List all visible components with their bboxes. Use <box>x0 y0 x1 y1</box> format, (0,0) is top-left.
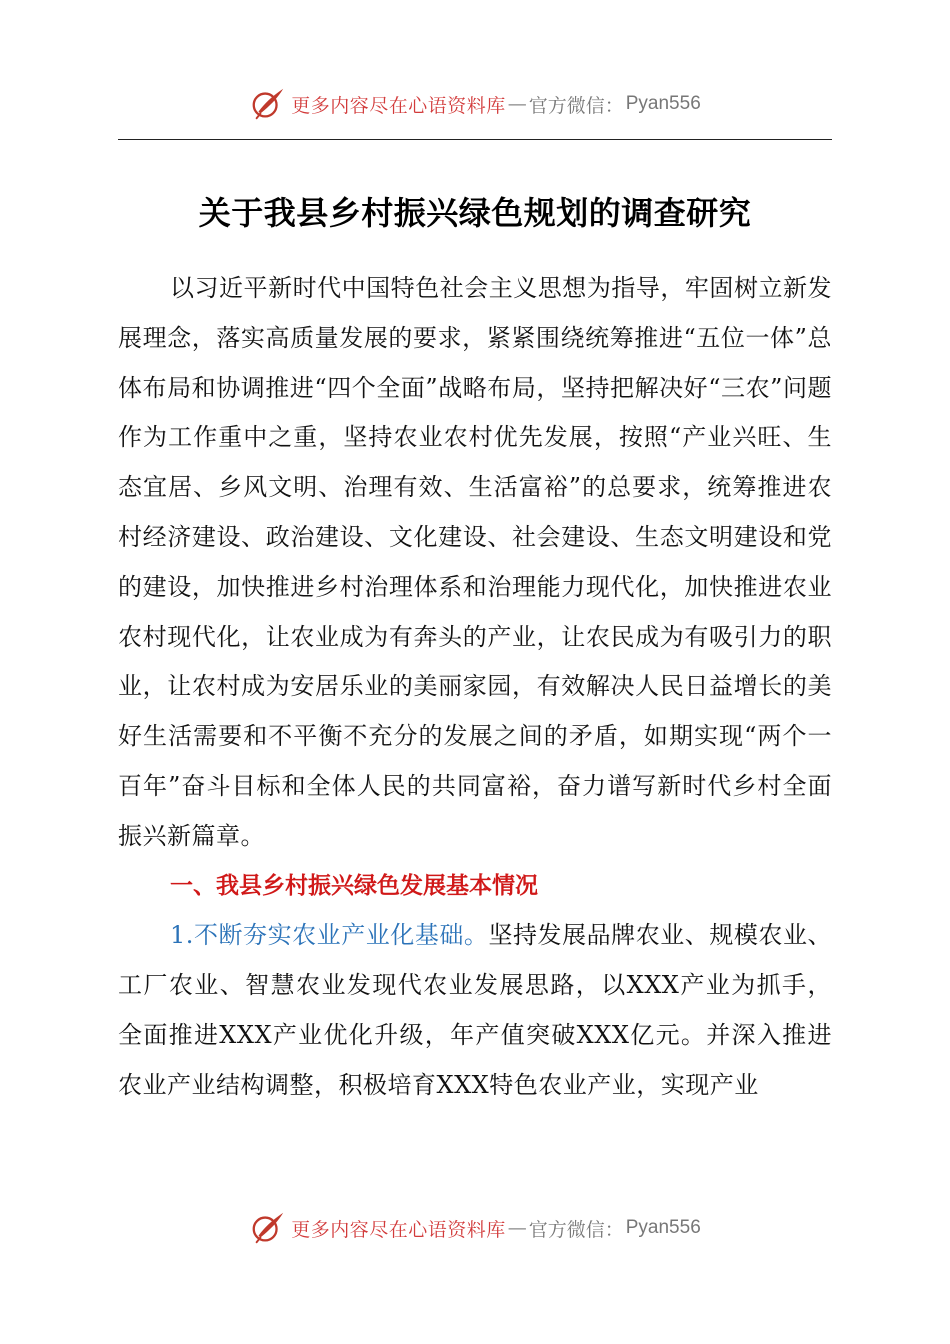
banner-text: 更多内容尽在心语资料库 <box>291 94 506 117</box>
intro-paragraph: 以习近平新时代中国特色社会主义思想为指导，牢固树立新发展理念，落实高质量发展的要求，紧紧围绕统筹推进“五位一体”总体布局和协调推进“四个全面”战略布局，坚持把解决好“三农”问题作为工作重中之重，坚持农业农村优先发展，按照“产业兴旺、生态宜居、乡风文明、治理有效、生活富裕”的总要求，统筹推进农村经济建设、政治建设、文化建设、社会建设、生态文明建设和党的建设，加快推进乡村治理体系和治理能力现代化，加快推进农业农村现代化，让农业成为有奔头的产业，让农民成为有吸引力的职业，让农村成为安居乐业的美丽家园，有效解决人民日益增长的美好生活需要和不平衡不充分的发展之间的矛盾，如期实现“两个一百年”奋斗目标和全体人民的共同富裕，奋力谱写新时代乡村全面振兴新篇章。 <box>118 274 832 850</box>
document-body <box>118 264 832 1111</box>
banner-subtext: 官方微信： <box>528 94 624 117</box>
banner-wechat-id: Pyan556 <box>625 93 701 114</box>
item-lead: 1.不断夯实农业产业化基础。 <box>170 921 489 950</box>
watermark-banner-top <box>0 82 950 126</box>
banner-subtext: 官方微信： <box>528 1218 624 1241</box>
banner-text: 更多内容尽在心语资料库 <box>291 1218 506 1241</box>
banner-dash: — <box>507 1217 527 1239</box>
header-divider <box>118 139 832 140</box>
item-paragraph <box>118 911 832 1110</box>
item-body: 坚持发展品牌农业、规模农业、工厂农业、智慧农业发现代农业发展思路，以XXX产业为抓手，全面推进XXX产业优化升级，年产值突破XXX亿元。并深入推进农业产业结构调整，积极培育XXX特色农业产业，实现产业 <box>118 921 832 1099</box>
document-title: 关于我县乡村振兴绿色规划的调查研究 <box>198 194 752 232</box>
quill-logo-icon <box>249 1209 287 1247</box>
section-heading: 一、我县乡村振兴绿色发展基本情况 <box>170 872 538 899</box>
watermark-banner-bottom <box>0 1206 950 1250</box>
quill-logo-icon <box>249 85 287 123</box>
banner-dash: — <box>507 93 527 115</box>
banner-wechat-id: Pyan556 <box>625 1217 701 1238</box>
